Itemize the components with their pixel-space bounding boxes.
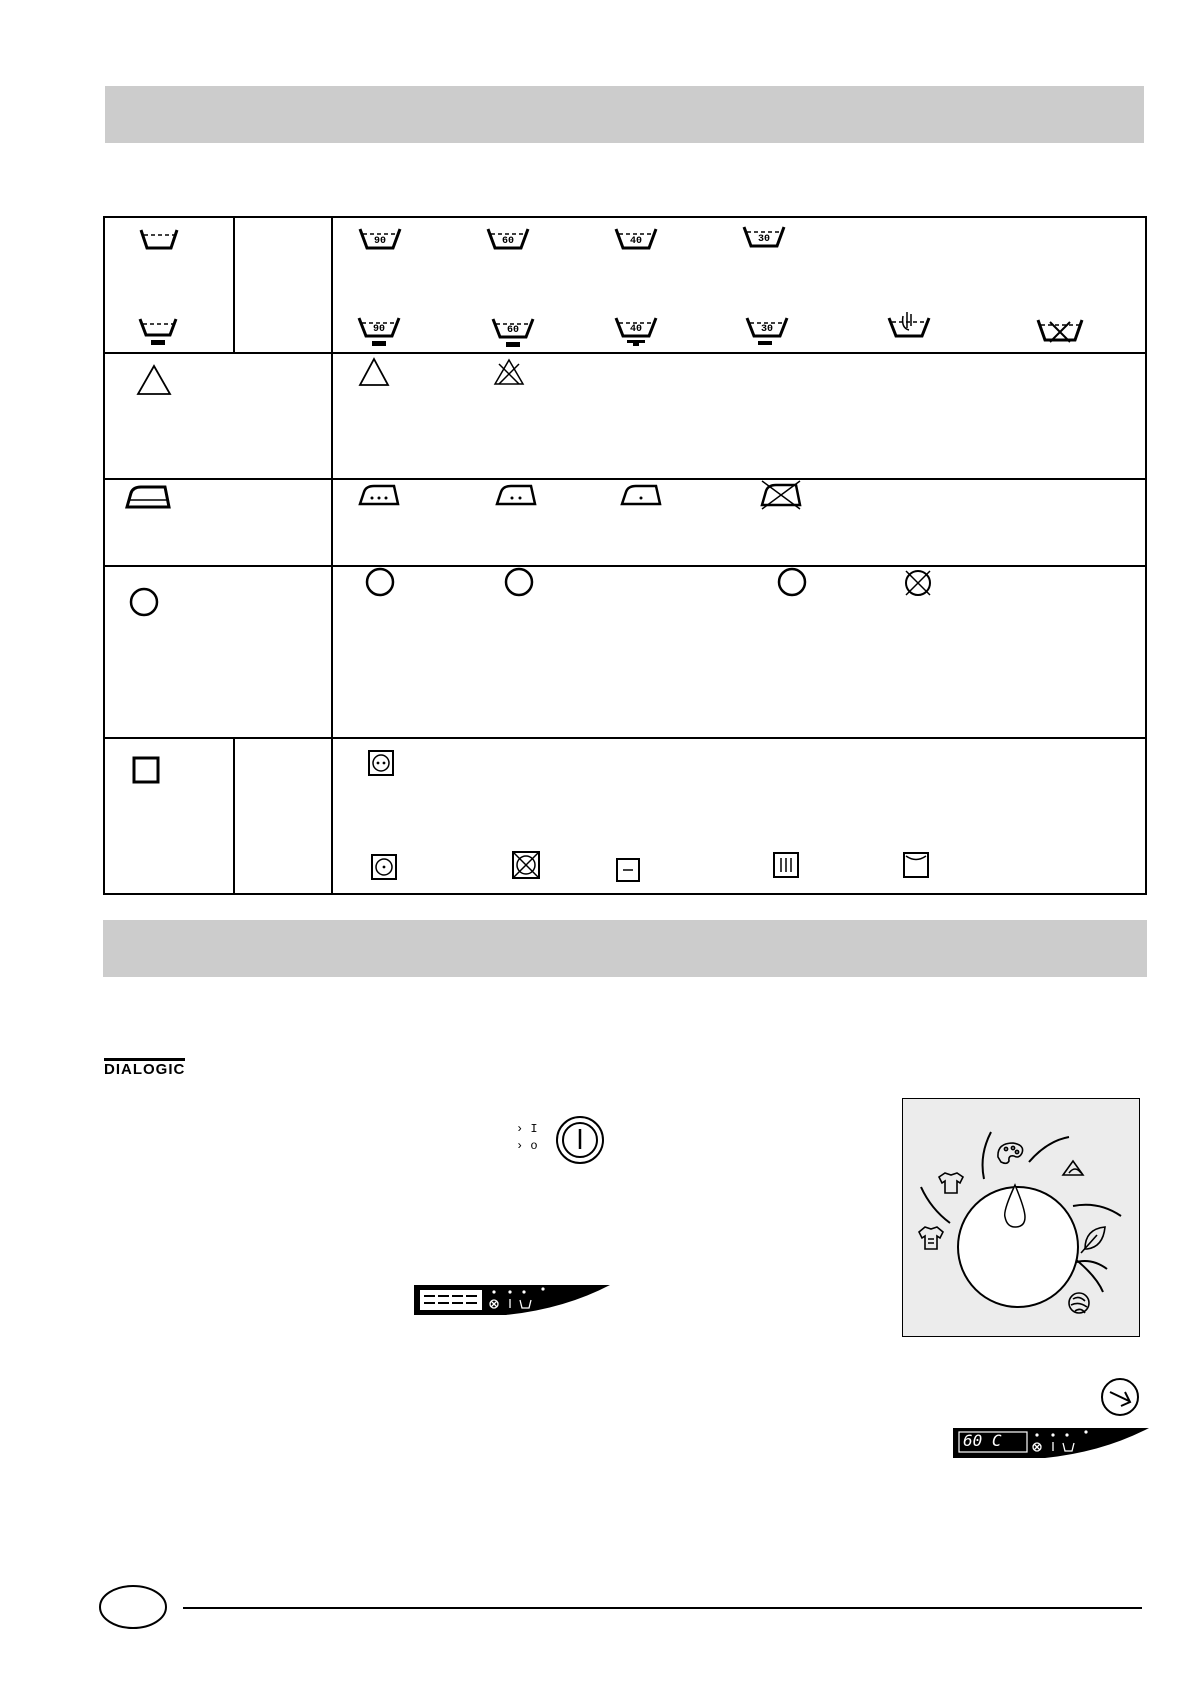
do-not-bleach-icon [493, 358, 525, 386]
wash-tub-icon: 40 [614, 225, 658, 251]
display-readout: 60 C [963, 1431, 1002, 1450]
do-not-wash-icon [1036, 316, 1084, 346]
power-control[interactable] [516, 1115, 606, 1167]
do-not-iron-icon [758, 479, 804, 509]
brand-logo: DIALOGIC [104, 1058, 185, 1077]
bleach-triangle-icon [136, 364, 172, 396]
tumble-dry-high-icon [367, 749, 395, 777]
power-button-icon[interactable] [516, 1115, 606, 1167]
wash-tub-icon [139, 226, 179, 252]
wool-icon [1069, 1293, 1089, 1313]
delicate-icon [1063, 1161, 1083, 1175]
wash-tub-bar-icon: 90 [357, 314, 401, 348]
wash-tub-icon: 90 [358, 225, 402, 251]
tumble-dry-low-icon [370, 853, 398, 881]
dry-clean-circle-icon [777, 567, 807, 597]
drying-square-icon [132, 756, 160, 784]
dry-flat-icon [615, 857, 641, 883]
dry-clean-circle-icon [504, 567, 534, 597]
start-button[interactable] [1100, 1377, 1140, 1417]
iron-low-icon [620, 482, 662, 506]
wash-tub-bar-icon: 30 [745, 314, 789, 348]
wash-tub-icon: 30 [742, 223, 786, 249]
iron-medium-icon [495, 482, 537, 506]
do-not-tumble-dry-icon [511, 850, 541, 880]
eco-icon [1081, 1227, 1105, 1253]
dry-clean-circle-icon [129, 587, 159, 617]
dry-clean-circle-icon [365, 567, 395, 597]
iron-hot-icon [358, 482, 400, 506]
svg-text:› o: › o [516, 1139, 538, 1153]
wash-tub-bar-icon [138, 315, 178, 347]
display-panel-temperature [953, 1426, 1149, 1460]
program-dial-panel [902, 1098, 1140, 1337]
bleach-triangle-icon [358, 357, 390, 387]
iron-icon [125, 483, 171, 509]
svg-text:› I: › I [516, 1122, 538, 1136]
footer-rule [183, 1607, 1142, 1609]
page-number-badge [99, 1585, 167, 1629]
line-dry-icon [902, 851, 930, 879]
display-panel [414, 1283, 610, 1317]
start-arrow-icon [1100, 1377, 1140, 1417]
cotton-icon [919, 1227, 943, 1249]
drip-dry-icon [772, 851, 800, 879]
wash-tub-icon: 60 [486, 225, 530, 251]
synthetic-icon [939, 1173, 963, 1193]
coloured-icon [998, 1143, 1023, 1163]
wash-tub-bar-icon: 60 [491, 315, 535, 349]
do-not-dry-clean-icon [902, 569, 934, 597]
section-band [103, 920, 1147, 977]
header-band [105, 86, 1144, 143]
wash-tub-dashed-bar-icon: 40 [614, 314, 658, 348]
hand-wash-icon [887, 308, 931, 342]
